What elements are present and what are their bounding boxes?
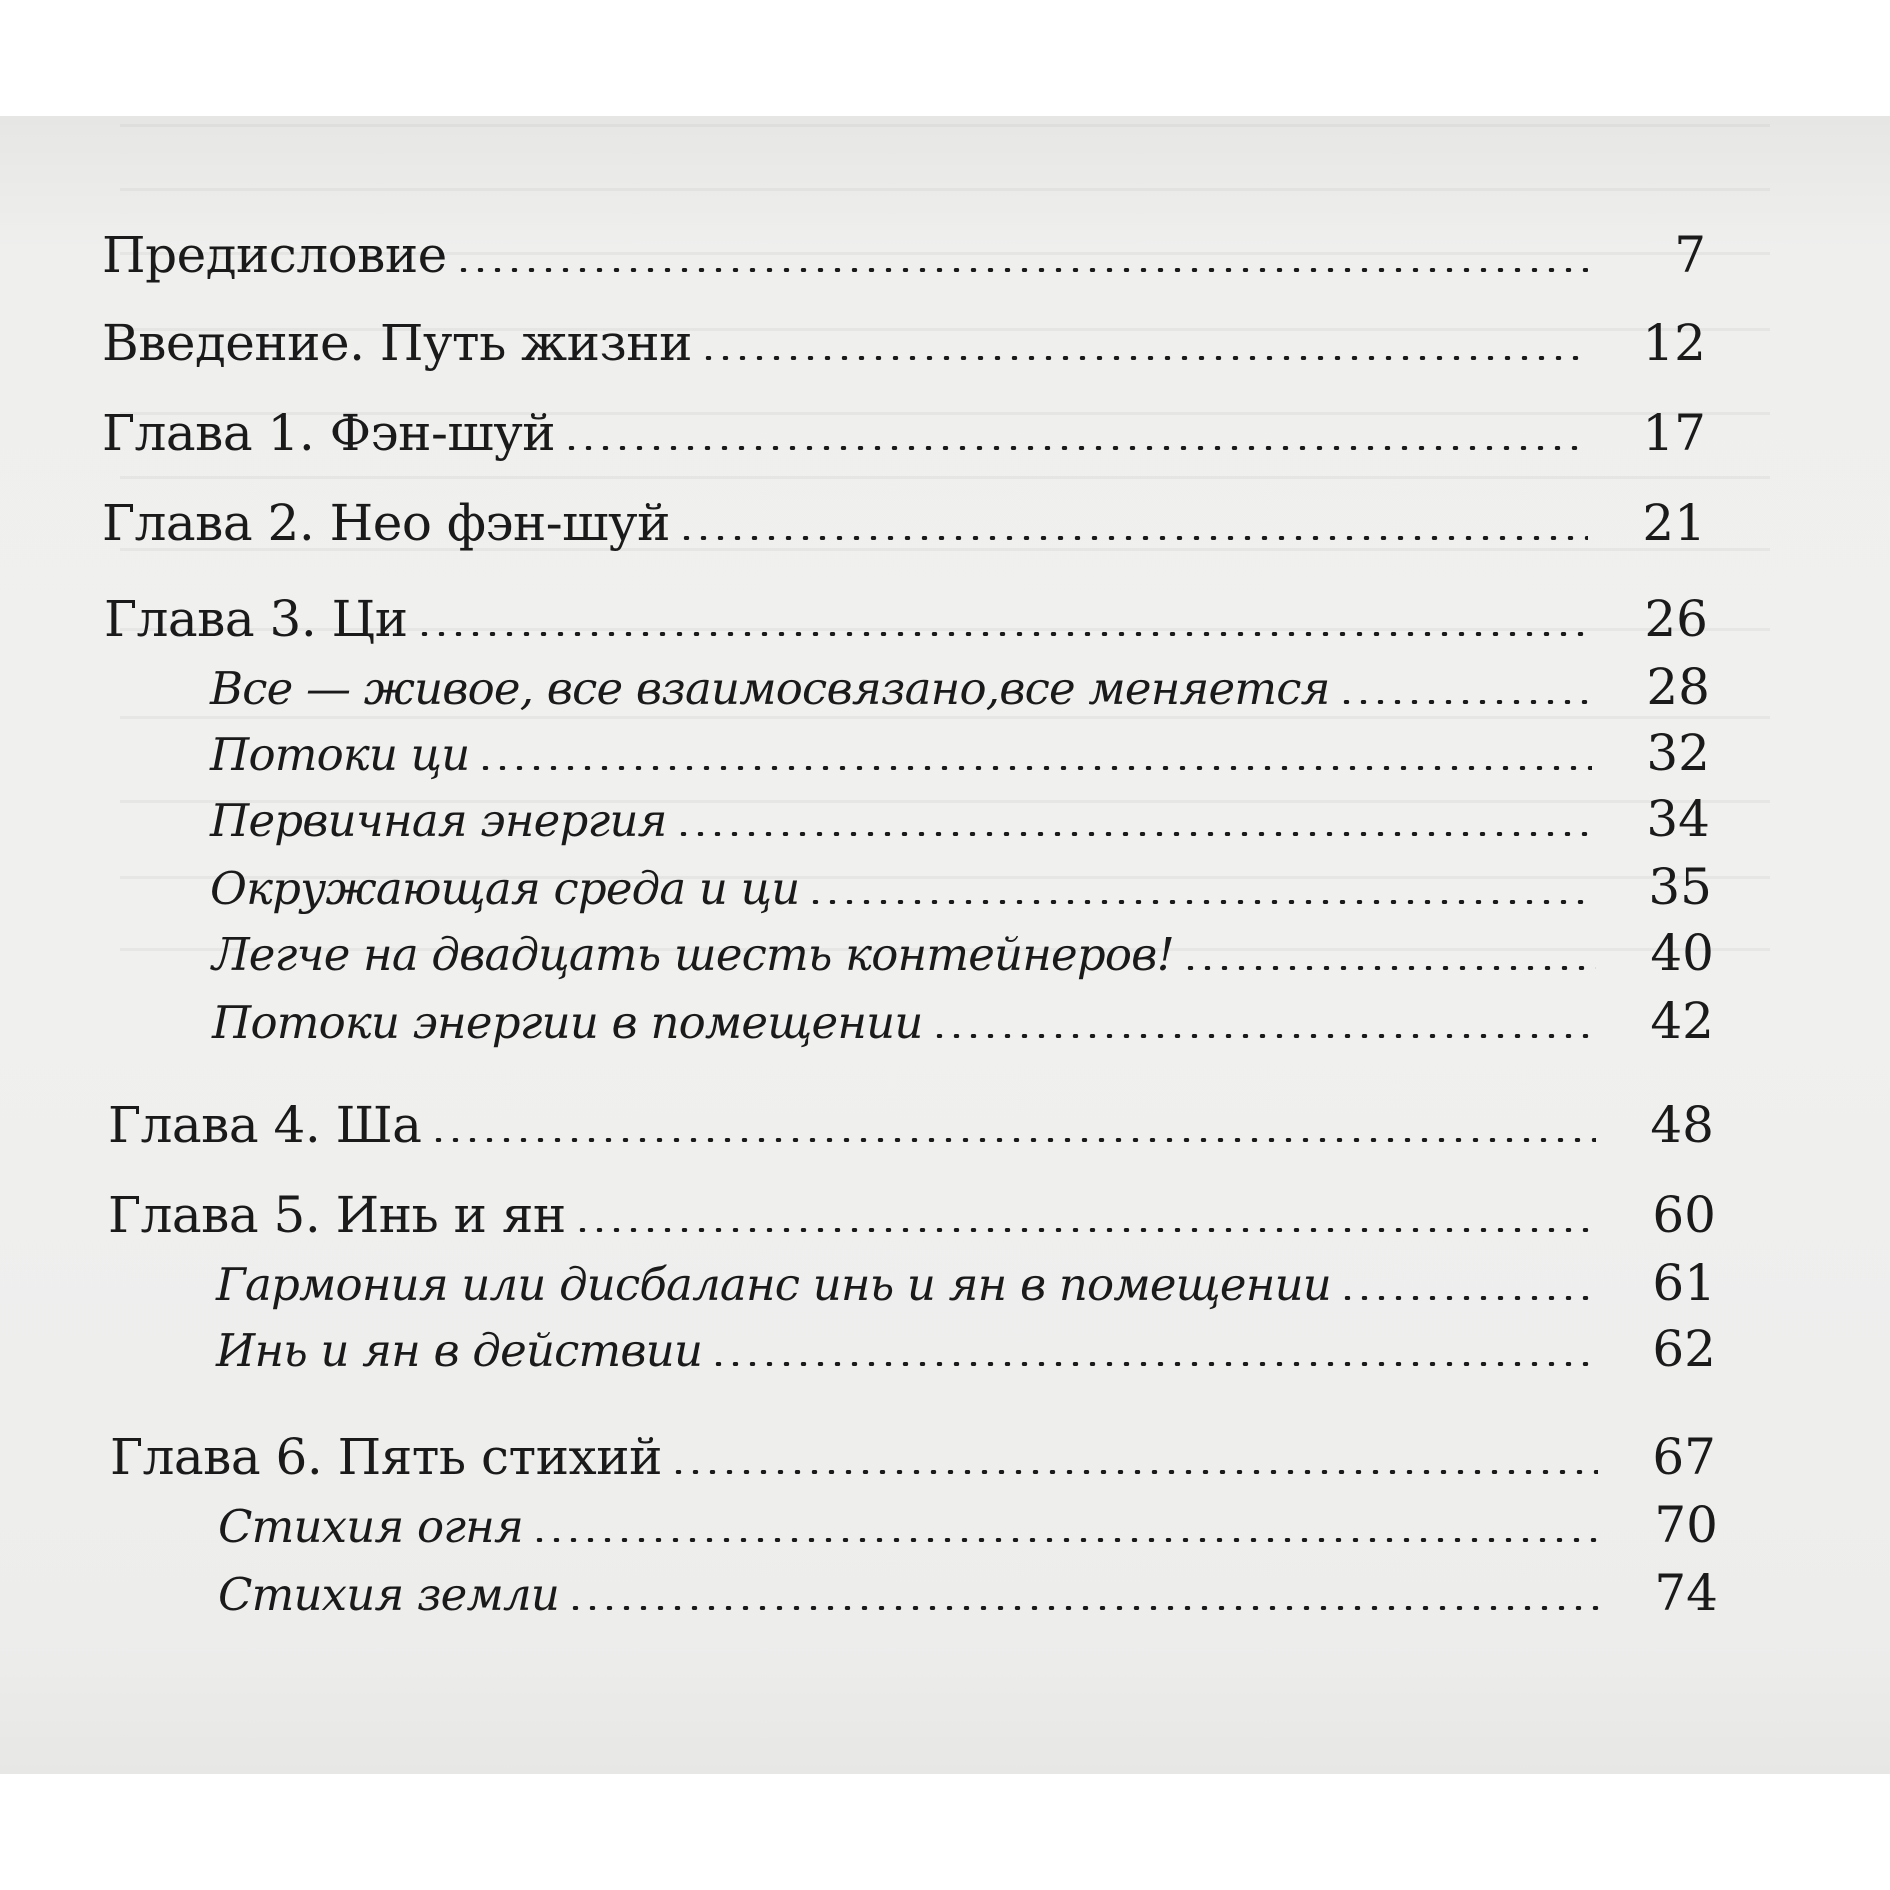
toc-entry-title: Введение. Путь жизни (102, 314, 692, 372)
toc-entry-chapter-3 (104, 590, 1708, 648)
toc-entry-introduction (102, 314, 1706, 372)
toc-page-number: 21 (1642, 494, 1706, 552)
toc-entry-title: Глава 3. Ци (104, 590, 408, 648)
toc-page-number: 40 (1650, 924, 1714, 982)
toc-entry-title: Глава 6. Пять стихий (110, 1428, 662, 1486)
toc-page-number: 48 (1650, 1096, 1714, 1154)
toc-subentry (210, 790, 1710, 848)
toc-page-number: 62 (1652, 1320, 1716, 1378)
toc-entry-title: Глава 4. Ша (108, 1096, 422, 1154)
dot-leader (416, 632, 1590, 636)
toc-subentry (210, 724, 1710, 782)
toc-page-number: 70 (1654, 1496, 1718, 1554)
toc-page-number: 17 (1642, 404, 1706, 462)
toc-subentry (212, 992, 1714, 1050)
toc-entry-chapter-6 (110, 1428, 1716, 1486)
toc-entry-title: Легче на двадцать шесть контейнеров! (212, 928, 1174, 981)
toc-page-number: 34 (1646, 790, 1710, 848)
dot-leader (710, 1362, 1598, 1366)
toc-page-number: 7 (1674, 226, 1706, 284)
toc-entry-title: Гармония или дисбаланс инь и ян в помещении (216, 1258, 1331, 1311)
dot-leader (700, 356, 1588, 360)
dot-leader (430, 1138, 1597, 1142)
toc-page-number: 60 (1652, 1186, 1716, 1244)
toc-entry-title: Первичная энергия (210, 794, 667, 847)
toc-subentry (216, 1254, 1716, 1312)
dot-leader (670, 1470, 1598, 1474)
dot-leader (455, 268, 1588, 272)
toc-entry-title: Все — живое, все взаимосвязано,все меняется (210, 662, 1330, 715)
toc-page-number: 26 (1644, 590, 1708, 648)
toc-entry-title: Потоки энергии в помещении (212, 996, 923, 1049)
toc-page-number: 61 (1652, 1254, 1716, 1312)
toc-entry-preface (102, 226, 1706, 284)
toc-entry-title: Стихия огня (218, 1500, 524, 1553)
dot-leader (1338, 700, 1592, 704)
dot-leader (807, 900, 1594, 904)
dot-leader (675, 832, 1592, 836)
dot-leader (931, 1034, 1596, 1038)
toc-page-number: 42 (1650, 992, 1714, 1050)
toc-entry-chapter-4 (108, 1096, 1714, 1154)
toc-subentry (210, 658, 1710, 716)
toc-page-number: 35 (1648, 858, 1712, 916)
toc-entry-title: Окружающая среда и ци (210, 862, 800, 915)
toc-entry-title: Предисловие (102, 226, 447, 284)
toc-subentry (218, 1564, 1718, 1622)
toc-entry-title: Потоки ци (210, 728, 470, 781)
dot-leader (477, 766, 1592, 770)
toc-page-number: 32 (1646, 724, 1710, 782)
toc-subentry (210, 858, 1712, 916)
toc-entry-title: Глава 5. Инь и ян (108, 1186, 566, 1244)
toc-page-number: 28 (1646, 658, 1710, 716)
toc-page-number: 12 (1642, 314, 1706, 372)
toc-entry-title: Инь и ян в действии (216, 1324, 703, 1377)
toc-entry-title: Глава 1. Фэн-шуй (102, 404, 556, 462)
toc-entry-title: Глава 2. Нео фэн-шуй (102, 494, 670, 552)
toc-page-number: 74 (1654, 1564, 1718, 1622)
toc-subentry (218, 1496, 1718, 1554)
toc-entry-chapter-1 (102, 404, 1706, 462)
toc-entry-chapter-5 (108, 1186, 1716, 1244)
dot-leader (567, 1606, 1600, 1610)
dot-leader (1339, 1296, 1598, 1300)
toc-page-number: 67 (1652, 1428, 1716, 1486)
dot-leader (678, 536, 1588, 540)
dot-leader (1182, 966, 1596, 970)
dot-leader (531, 1538, 1600, 1542)
toc-subentry (212, 924, 1714, 982)
toc-entry-chapter-2 (102, 494, 1706, 552)
dot-leader (574, 1228, 1598, 1232)
toc-subentry (216, 1320, 1716, 1378)
dot-leader (563, 446, 1588, 450)
toc-entry-title: Стихия земли (218, 1568, 560, 1621)
